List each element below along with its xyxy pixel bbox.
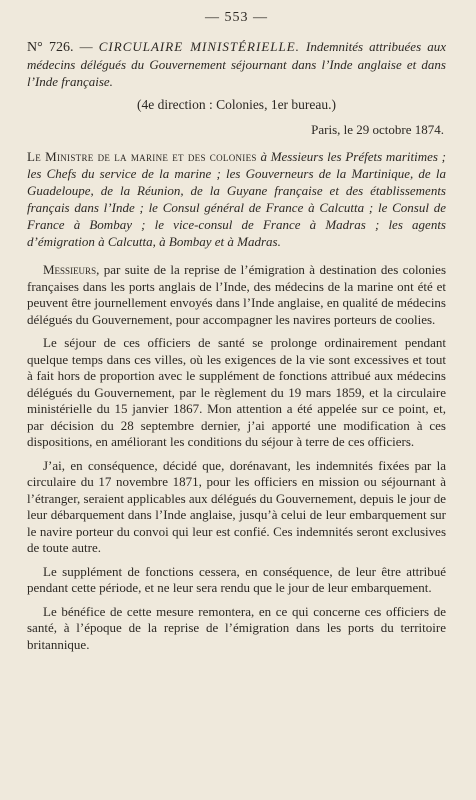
- paragraph-4: Le supplément de fonctions cessera, en conséquence, de leur être attribué pendant cette période, et ne leur sera rendu que le jour de leur embarquement.: [27, 563, 446, 595]
- paragraph-1: [27, 262, 446, 328]
- paragraph-5: Le bénéfice de cette mesure remontera, en ce qui concerne ces officiers de santé, à l’époque de la reprise de l’émigration dans les ports du territoire britannique.: [27, 603, 446, 652]
- circular-title: CIRCULAIRE MINISTÉRIELLE.: [98, 39, 300, 54]
- address-block: [27, 148, 446, 250]
- circular-subject: Indemnités attribuées aux médecins délégués du Gouvernement séjournant dans l’Inde anglaise et dans l’Inde française.: [27, 39, 447, 89]
- page-number: — 553 —: [205, 10, 268, 25]
- sender: Le Ministre de la marine et des colonies: [27, 149, 257, 164]
- heading-dash: —: [73, 39, 99, 54]
- paragraph-3: J’ai, en conséquence, décidé que, dorénavant, les indemnités fixées par la circulaire du 17 novembre 1871, pour les officiers en mission ou séjournant à l’étranger, seraient applicables aux délégués du Gouvernement, depuis le jour de leur débarquement dans l’Inde anglaise, jusqu’à celui de leur embarquement sur le navire porteur du convoi qui leur est confié. Ces indemnités seront exclusives de toute autre.: [27, 457, 446, 555]
- recipients: à Messieurs les Préfets maritimes ; les Chefs du service de la marine ; les Gouverneurs de la Martinique, de la Guadeloupe, de la Réunion, de la Guyane française et des établissements français dans l’Inde ; le Consul général de France à Calcutta ; le Consul de France à Bombay ; le vice-consul de France à Madras ; les agents d’émigration à Calcutta, à Bombay et à Madras.: [27, 149, 447, 249]
- paragraph-1-text: par suite de la reprise de l’émigration à destination des colonies françaises dans les ports anglais de l’Inde, des médecins de la marine ont été et peuvent être journellement envoyés dans l’Inde anglaise, en qualité de médecins délégués du Gouvernement, pour accompagner les navires porteurs de coolies.: [27, 262, 446, 327]
- direction-line: (4e direction : Colonies, 1er bureau.): [136, 97, 337, 112]
- paragraph-2: Le séjour de ces officiers de santé se prolonge ordinairement pendant quelque temps dans ces villes, où les exigences de la vie sont excessives et tout à fait hors de proportion avec le supplément de fonctions attribué aux médecins délégués du Gouvernement, par le règlement du 19 mars 1859, et la circulaire ministérielle du 15 janvier 1867. Mon attention a été appelée sur ce point, et, par décision du 28 septembre dernier, j’ai apporté une modification à ces dispositions, en améliorant les conditions du séjour à terre de ces officiers.: [27, 335, 446, 449]
- circular-number: N° 726.: [27, 40, 74, 55]
- dateline: Paris, le 29 octobre 1874.: [311, 122, 444, 137]
- salutation: Messieurs,: [43, 262, 100, 277]
- circular-heading: [27, 38, 446, 90]
